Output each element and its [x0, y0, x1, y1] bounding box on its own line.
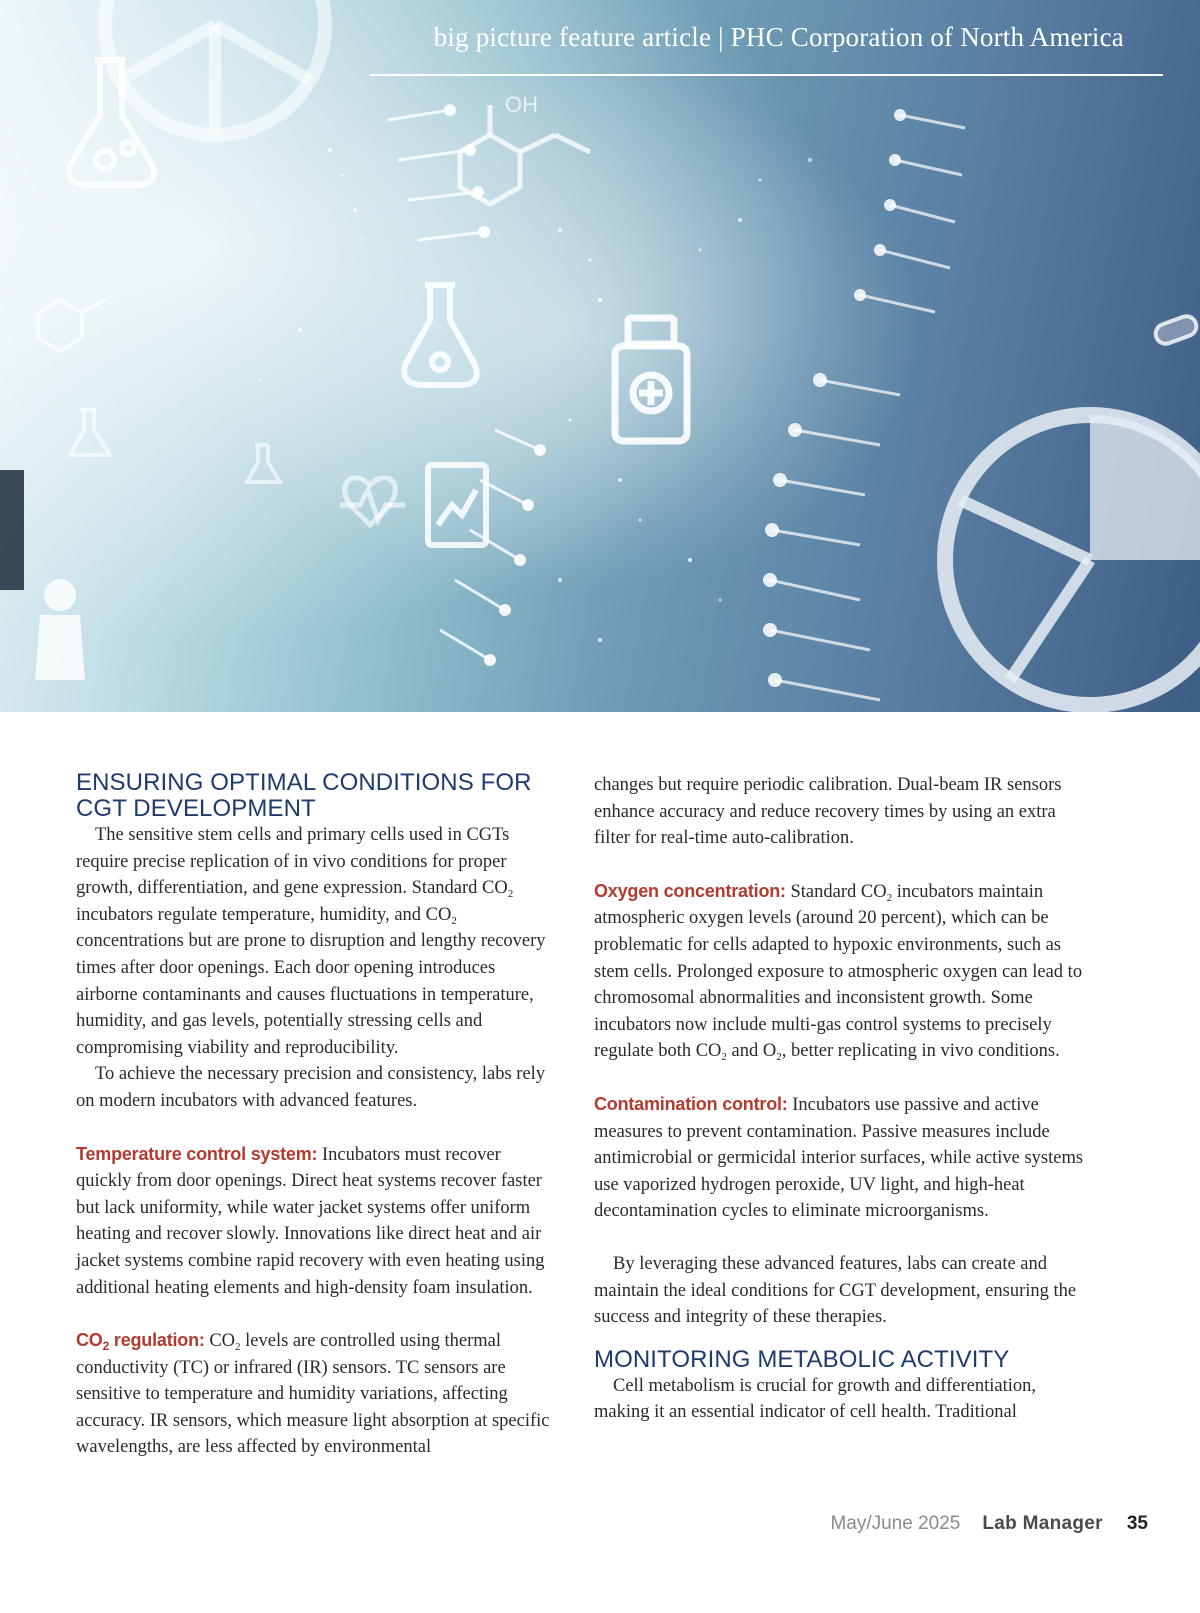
running-title: big picture feature article | PHC Corporation of North America [433, 22, 1124, 52]
paragraph-gap [76, 1115, 554, 1141]
hero-illustration [0, 0, 1200, 712]
subscript: 2 [886, 891, 893, 904]
paragraph-metabolism: Cell metabolism is crucial for growth and differentiation, making it an essential indicator of cell health. Traditional [594, 1375, 1036, 1423]
hero-image [0, 0, 1200, 712]
subscript: 2 [721, 1051, 727, 1064]
issue-date: May/June 2025 [830, 1513, 961, 1534]
page-footer [830, 1513, 1148, 1535]
term-temperature: Temperature control system: [76, 1143, 318, 1164]
section-heading-metabolic: MONITORING METABOLIC ACTIVITY [594, 1345, 1010, 1373]
paragraph-oxygen [594, 878, 1088, 1065]
text-run: , better replicating in vivo conditions. [781, 1041, 1060, 1062]
paragraph-co2 [76, 1327, 554, 1461]
section-heading: ENSURING OPTIMAL CONDITIONS FOR CGT DEVELOPMENT [76, 769, 532, 822]
header-rule [370, 74, 1163, 76]
paragraph-co2-continued: changes but require periodic calibration. Dual-beam IR sensors enhance accuracy and reduce recovery times by using an extra filter for real-time auto-calibration. [594, 775, 1062, 849]
magazine-name: Lab Manager [982, 1513, 1103, 1534]
text-run: and O [726, 1041, 777, 1062]
text-run: regulation: [109, 1330, 205, 1351]
term-oxygen: Oxygen concentration: [594, 880, 786, 901]
paragraph-leveraging: By leveraging these advanced features, labs can create and maintain the ideal conditions for CGT development, ensuring the success and integrity of these therapies. [594, 1253, 1077, 1328]
text-run: The sensitive stem cells and primary cells used in CGTs require precise replication of in vivo conditions for proper growth, differentiation, and gene expression. Standard CO [76, 825, 510, 899]
subscript: 2 [451, 914, 457, 927]
text-run: Standard CO [785, 881, 887, 902]
article-column-right [594, 772, 1088, 1426]
text-run: Incubators use passive and active measures to prevent contamination. Passive measures include antimicrobial or germicidal interior surfaces, while active systems use vaporized hydrogen peroxide, UV light, and high-heat decontamination cycles to eliminate microorganisms. [594, 1094, 1084, 1222]
term-co2 [76, 1330, 205, 1354]
paragraph-gap [76, 1301, 554, 1327]
text-run: CO [204, 1331, 236, 1352]
subscript: 2 [507, 888, 514, 901]
text-run: concentrations but are prone to disruption and lengthy recovery times after door openings. Each door opening introduces airborne contaminants and causes fluctuations in temperature, humidity, and gas levels, potentially stressing cells and compromising viability and reproducibility. [76, 931, 546, 1058]
paragraph-contamination [594, 1091, 1088, 1225]
paragraph-gap [594, 1331, 1088, 1347]
term-contamination: Contamination control: [594, 1093, 788, 1114]
subscript: 2 [235, 1341, 241, 1354]
text-run: levels are controlled using thermal conductivity (TC) or infrared (IR) sensors. TC sensors are sensitive to temperature and humidity variations, affecting accuracy. IR sensors, which measure light absorption at specific wavelengths, are less affected by environmental [76, 1331, 550, 1458]
text-run: incubators maintain atmospheric oxygen levels (around 20 percent), which can be problematic for cells adapted to hypoxic environments, such as stem cells. Prolonged exposure to atmospheric oxygen can lead to chromosomal abnormalities and inconsistent growth. Some incubators now include multi-gas control systems to precisely regulate both CO [594, 881, 1083, 1062]
paragraph-gap [594, 1225, 1088, 1251]
hero-text-oh: OH [505, 92, 538, 117]
page-number: 35 [1126, 1513, 1148, 1534]
paragraph-intro [76, 822, 554, 1061]
text-run: CO [76, 1330, 103, 1351]
subscript: 2 [102, 1339, 110, 1354]
text-run: incubators regulate temperature, humidity, and CO [76, 904, 452, 925]
paragraph-precision: To achieve the necessary precision and consistency, labs rely on modern incubators with advanced features. [76, 1064, 546, 1111]
paragraph-gap [594, 852, 1088, 878]
paragraph-gap [594, 1065, 1088, 1091]
paragraph-temperature [76, 1141, 554, 1302]
text-run: Incubators must recover quickly from door openings. Direct heat systems recover faster but lack uniformity, while water jacket systems offer uniform heating and recover slowly. Innovations like direct heat and air jacket systems combine rapid recovery with even heating using additional heating elements and high-density foam insulation. [76, 1144, 545, 1298]
article-column-left [76, 770, 554, 1461]
subscript: 2 [776, 1051, 782, 1064]
device-edge [0, 470, 24, 590]
